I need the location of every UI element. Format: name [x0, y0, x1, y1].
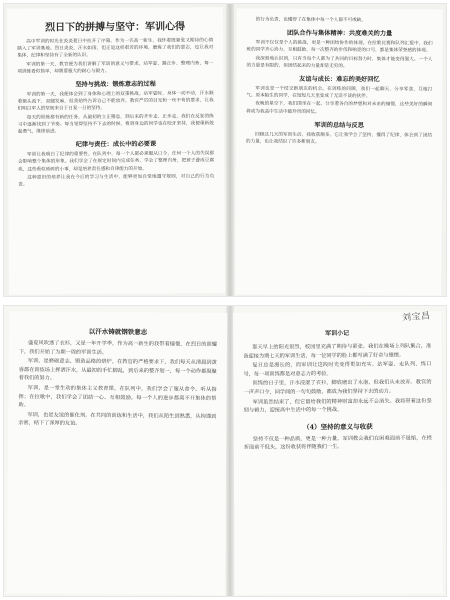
document-page-top-right [235, 8, 442, 295]
paragraph: 军训，也是友谊的催化剂。在共同的训练和生活中，我们从陌生到熟悉，从拘谨到亲密，结下了深厚的友谊。 [18, 411, 217, 428]
paragraph: 高中军训的时光在炎炎夏日中拉开了序幕，作为一名高一新生，我怀着既紧张又期待的心情踏入了军训基地。烈日炎炎，汗水如雨，但正是这样艰苦的环境，磨炼了我们的意志，也让我对集体、纪律和坚持有了全新的认识。 [17, 38, 214, 60]
handwritten-name: 刘宝昌 [402, 311, 432, 324]
section-heading: 纪律与责任：成长中的必要课 [75, 140, 157, 149]
paragraph: 那天早上的阳光很烈，校园里充满了期待与紧张。我们在操场上列队集合，准备迎接为期七天的军训生活，每一位同学的脸上都写满了好奇与憧憬。 [243, 343, 432, 360]
paragraph: 军训让我明白了纪律的重要性。在队列中，每一个人都必须服从口令，任何一个人的失误都会影响整个集体的形象。我们学会了在规定时间内完成任务，学会了整理内务，把被子叠成豆腐块，这些看似琐碎的小事，却是培养责任感和自律能力的开始。 [18, 151, 215, 173]
paragraph: 军训也是一个结交新朋友的机会。在训练的间隙，我们一起聊天、分享零食，互相打气。原本陌生的同学，在短短几天里变成了无话不谈的伙伴。 [246, 86, 433, 100]
page-title: 以汗水铸就钢铁意志 [88, 327, 148, 337]
document-page-bottom-left [7, 311, 227, 595]
paragraph: 这种意识的培养让我在今后的学习与生活中，能够更加自觉地遵守规则，对自己的行为负责。 [18, 174, 215, 188]
paragraph: 每天的训练都有新的任务，从最初的立正稍息，到后来的齐步走、正步走，我们在反复的练习中逐渐找到了节奏。每当觉得坚持不下去的时候，看到身边的同学也在咬牙坚持，我便重新鼓起勇气，继续前进。 [17, 113, 214, 135]
paragraph: 军训虽然结束了，但它留给我们的精神财富却永远不会消失。我将带着这份坚韧与毅力，迎接高中生活中的每一个挑战。 [243, 397, 432, 414]
paragraph: 军训的第一天，教官便为我们讲解了军训的意义与要求。站军姿、踢正步、整理内务，每一项训练看似简单，却需要极大的耐心与毅力。 [17, 60, 214, 75]
paragraph: 复日总是漫长的，而军训让这段时光变得更加充实。站军姿、走队列、练口号，每一项训练都是对意志力的考验。 [243, 361, 432, 378]
page-title: 烈日下的拼搏与坚守：军训心得 [45, 21, 186, 34]
section-heading: 军训的总结与反思 [314, 121, 364, 129]
page-fold-shadow [226, 4, 234, 296]
section-heading: 坚持与挑战：锻炼意志的过程 [75, 80, 156, 89]
paragraph: 军训，是磨砺意志、锻造品格的熔炉。在教官的严格要求下，我们每天从清晨到黄昏都在训练场上挥洒汗水，从最初的手忙脚乱，到后来的整齐划一，每一个动作都凝聚着我们的努力。 [18, 358, 217, 382]
paragraph: 坚持不仅是一种品质，更是一种力量。军训教会我们在困难面前不退缩，在挫折面前不低头，这份收获将伴随我们一生。 [243, 435, 432, 452]
paragraph: 军训，是一堂生动的集体主义教育课。在队列中，我们学会了服从命令、听从指挥；在拉歌中，我们学会了团结一心、互相鼓励。每一个人的进步都离不开集体的帮助。 [18, 385, 217, 409]
paragraph: 军训不仅仅是个人的挑战，更是一种团结协作的体现。在拉歌比赛和队列汇报中，我们班的同学齐心协力，互相鼓励，每一次整齐的步伐和响亮的口号，都是集体荣誉感的体现。 [246, 40, 433, 54]
paragraph: 训练的日子里，汗水浸湿了衣衫，脚底磨出了水泡，但我们从未放弃。教官的一声声口令，同学间的一句句鼓励，都成为我们坚持下去的动力。 [243, 379, 432, 396]
paragraph: 回顾这几天的军训生活，我收获颇多。它让我学会了坚持，懂得了纪律，体会到了团结的力量，也让我结识了许多新朋友。 [246, 132, 433, 145]
document-page-top-left [7, 7, 225, 295]
photo-top [3, 3, 447, 297]
document-page-bottom-right [233, 311, 443, 594]
paragraph: 夜晚的星空下，我们围坐在一起，分享着各自的梦想和对未来的憧憬，这些美好的瞬间将成为我高中生活中最珍贵的回忆。 [246, 101, 433, 115]
paragraph: 盛夏风吹透了衣衫，又是一年开学季。作为高一新生的我带着憧憬，在烈日的照耀下，我们开始了为期一周的军训生活。 [18, 340, 217, 356]
photo-bottom [3, 305, 447, 597]
section-heading: 友谊与成长：难忘的美好回忆 [299, 75, 380, 84]
page-title: 军训小记 [325, 329, 350, 338]
paragraph: 的行为负责，也懂得了在集体中每一个人都不可或缺。 [255, 17, 366, 24]
paragraph: 我深刻地认识到，只有当每个人都为了共同的目标努力时，集体才能变得强大。一个人的力量是有限的，但团结起来的力量却是无穷的。 [246, 56, 433, 69]
section-heading: 团队合作与集体精神：共度难关的力量 [287, 29, 393, 38]
paragraph: 军训的第一天，我便体会到了身体和心理上的双重挑战。站军姿时，身体一动不动，汗水顺着额头流下，双腿发麻，但我始终告诉自己不能放弃。教官严厉的目光和一丝不苟的要求，让我们明白军人的坚韧来自于日复一日的坚持。 [17, 91, 214, 113]
section-heading: （4）坚持的意义与收获 [303, 422, 373, 431]
